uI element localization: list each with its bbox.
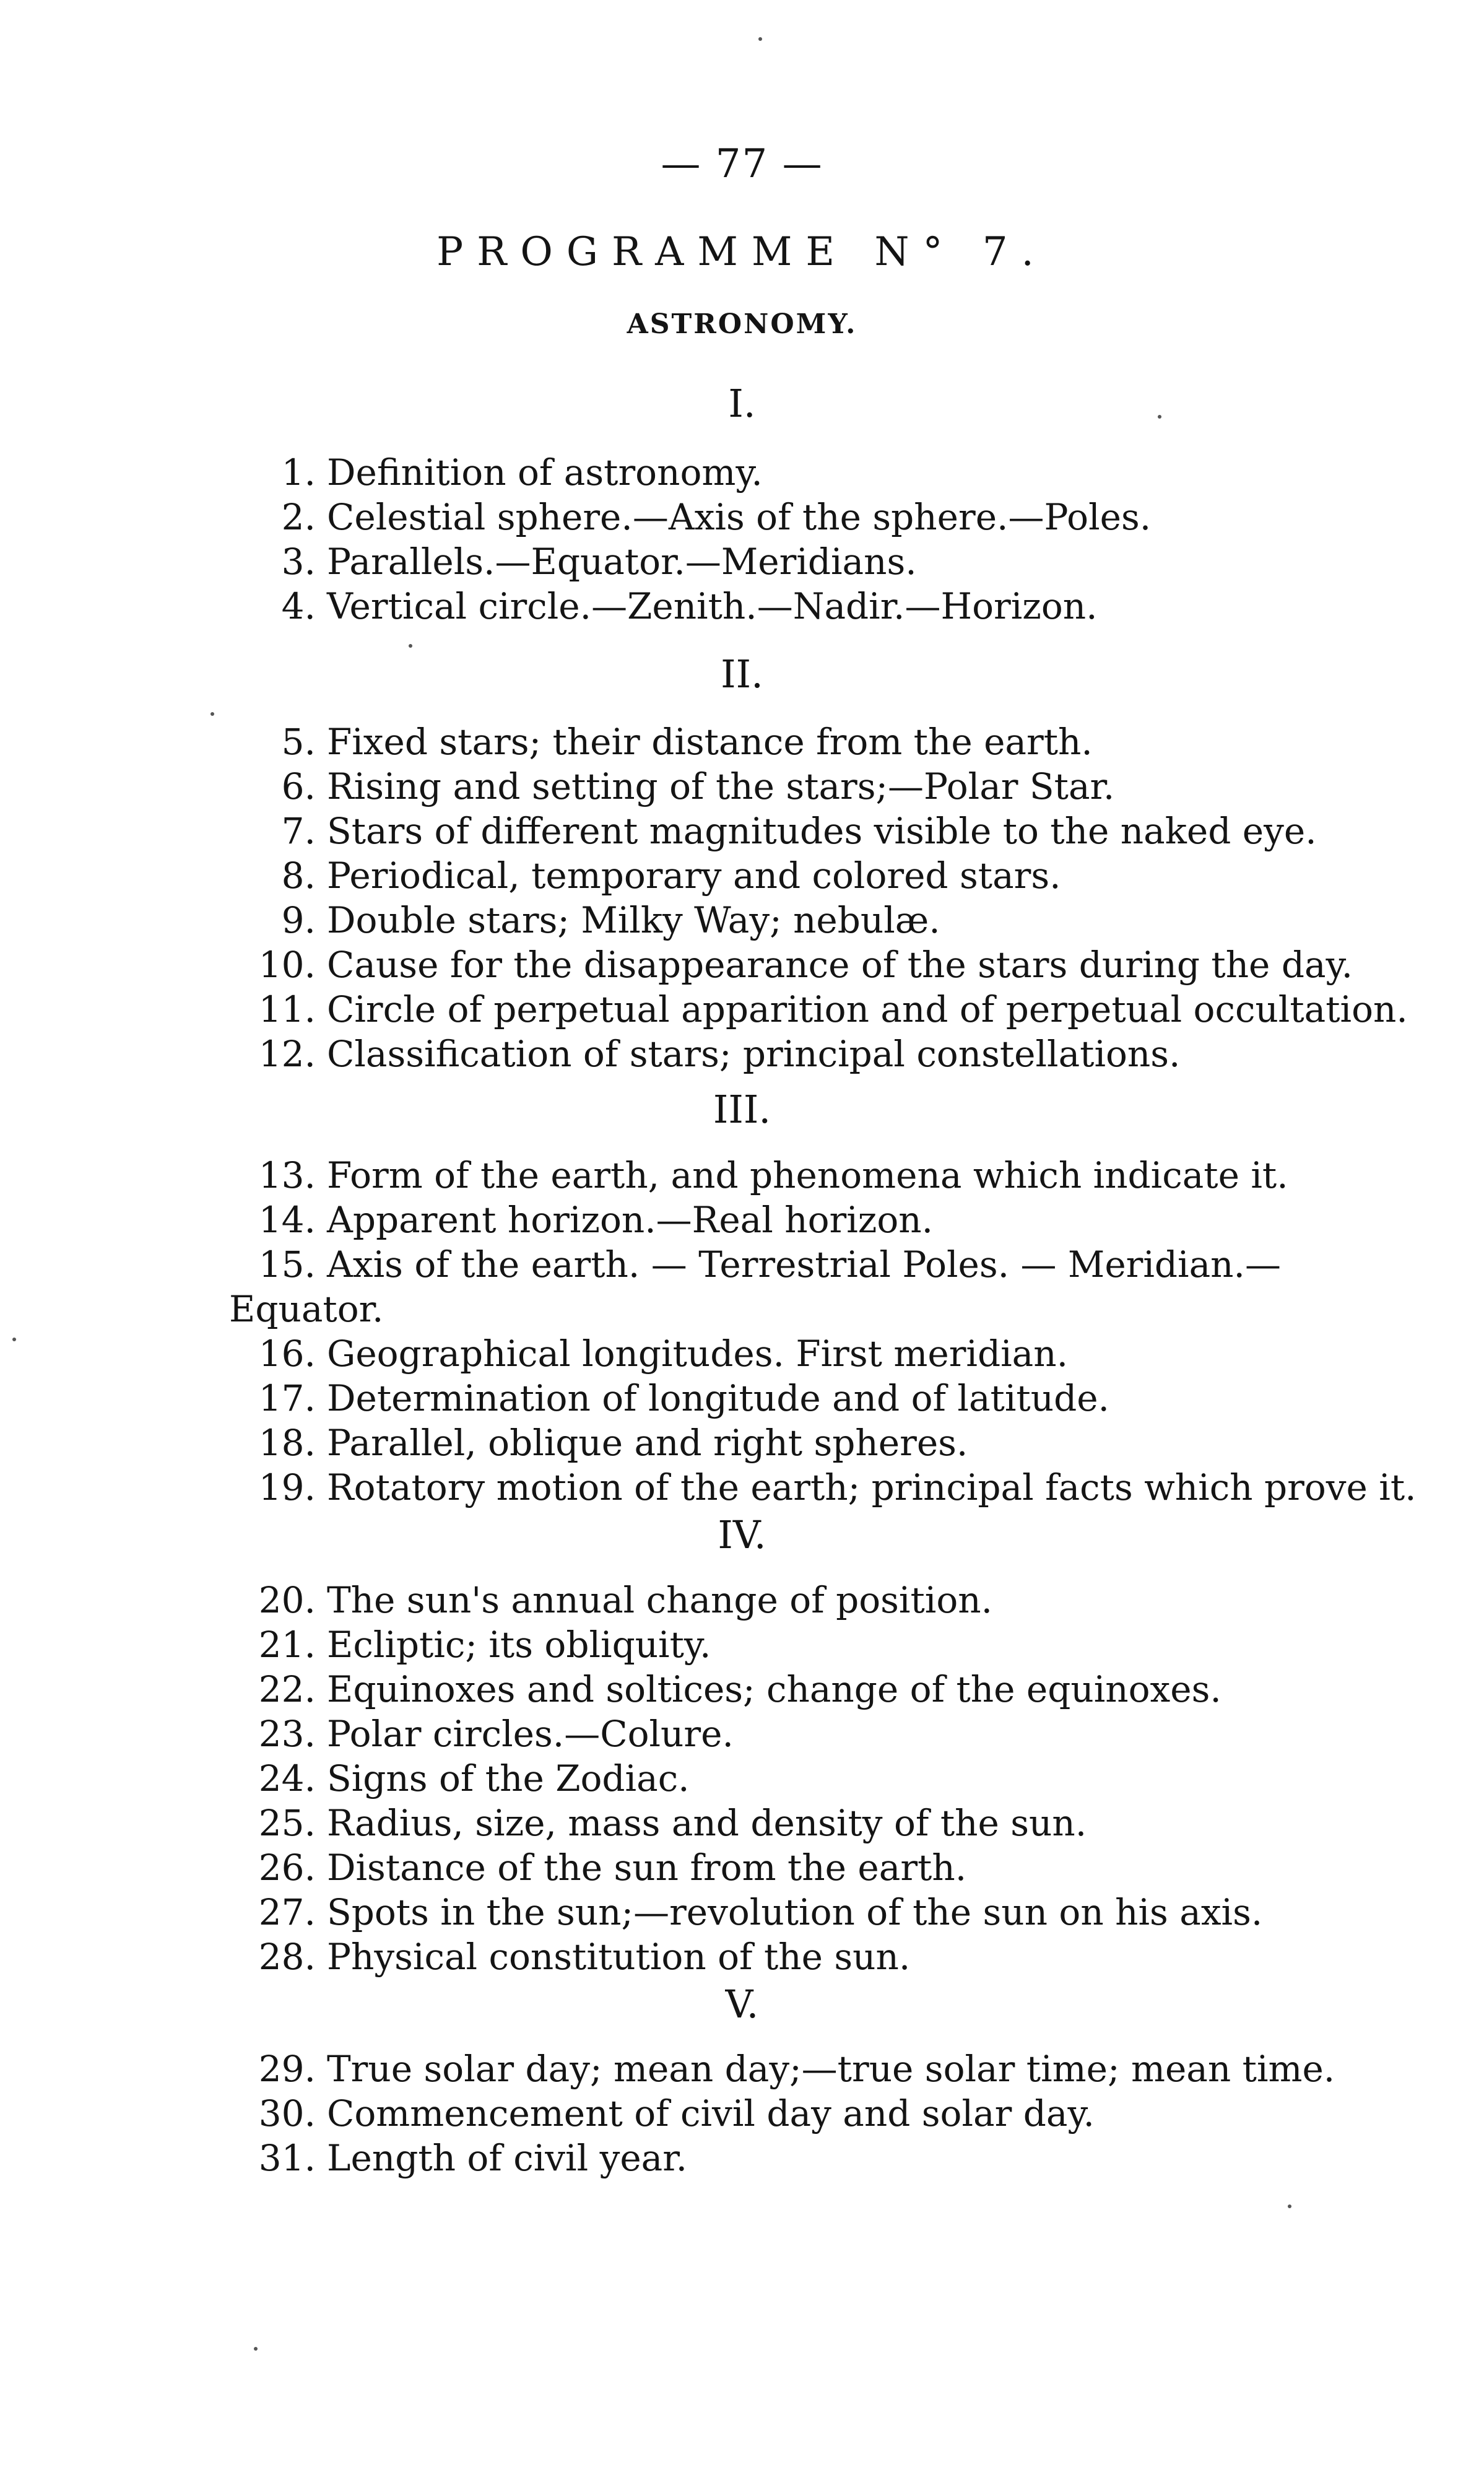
list-item <box>223 1376 1313 1421</box>
item-text: Distance of the sun from the earth. <box>327 1847 967 1889</box>
item-text: Double stars; Milky Way; nebulæ. <box>327 899 940 941</box>
item-text: Celestial sphere.—Axis of the sphere.—Poles. <box>327 496 1152 538</box>
list-item <box>223 495 1313 539</box>
section-heading-1: I. <box>728 381 756 426</box>
item-text: Length of civil year. <box>327 2137 688 2179</box>
scan-speck <box>409 644 412 648</box>
item-number: 23. <box>258 1713 316 1755</box>
item-number: 14. <box>258 1199 316 1241</box>
list-item <box>223 1935 1313 1979</box>
item-text: Fixed stars; their distance from the earth. <box>327 721 1093 763</box>
item-number: 4. <box>281 585 316 627</box>
scan-speck <box>254 2347 258 2351</box>
list-item <box>223 1578 1313 1622</box>
list-item <box>223 1845 1313 1890</box>
item-number: 11. <box>258 988 316 1030</box>
item-number: 28. <box>258 1936 316 1978</box>
item-text: Rotatory motion of the earth; principal facts which prove it. <box>327 1466 1417 1508</box>
section-heading-4: IV. <box>718 1512 766 1557</box>
list-item <box>223 2047 1335 2091</box>
item-number: 26. <box>258 1847 316 1889</box>
item-text: Ecliptic; its obliquity. <box>327 1624 711 1666</box>
page-title: PROGRAMME N° 7. <box>436 229 1048 275</box>
item-number: 6. <box>281 765 316 807</box>
page-subtitle: ASTRONOMY. <box>627 308 857 340</box>
item-number: 5. <box>281 721 316 763</box>
item-number: 3. <box>281 541 316 583</box>
list-item <box>223 1890 1313 1935</box>
section-heading-5: V. <box>725 1982 759 2027</box>
item-text: Circle of perpetual apparition and of perpetual occultation. <box>327 988 1408 1030</box>
list-item <box>223 1756 1313 1801</box>
item-text: Geographical longitudes. First meridian. <box>327 1333 1069 1375</box>
item-number: 24. <box>258 1757 316 1800</box>
list-item <box>223 1153 1313 1198</box>
list-item <box>223 853 1313 898</box>
page-number: — 77 — <box>661 141 823 187</box>
section-heading-3: III. <box>713 1087 771 1132</box>
list-item <box>223 1242 1313 1287</box>
item-number: 22. <box>258 1668 316 1710</box>
list-item <box>223 720 1313 764</box>
item-number: 25. <box>258 1802 316 1844</box>
item-number: 2. <box>281 496 316 538</box>
item-number: 20. <box>258 1579 316 1621</box>
scan-speck <box>758 37 762 41</box>
list-item <box>223 450 1313 495</box>
item-text: Parallel, oblique and right spheres. <box>327 1422 968 1464</box>
item-text: Definition of astronomy. <box>327 451 763 494</box>
list-item <box>223 1331 1313 1376</box>
item-text: Cause for the disappearance of the stars during the day. <box>327 944 1353 986</box>
list-item <box>223 2136 1313 2180</box>
item-text: Apparent horizon.—Real horizon. <box>327 1199 934 1241</box>
list-item <box>223 1712 1313 1756</box>
item-text: Classification of stars; principal constellations. <box>327 1033 1181 1075</box>
section-heading-2: II. <box>721 651 763 697</box>
item-continuation: Equator. <box>229 1288 384 1330</box>
list-item <box>223 1421 1313 1465</box>
list-item <box>223 942 1353 987</box>
item-text: Periodical, temporary and colored stars. <box>327 855 1061 897</box>
item-text: Polar circles.—Colure. <box>327 1713 734 1755</box>
item-text: Radius, size, mass and density of the sun. <box>327 1802 1087 1844</box>
item-number: 1. <box>281 451 316 494</box>
list-item <box>223 1032 1313 1076</box>
item-number: 12. <box>258 1033 316 1075</box>
list-item <box>223 584 1313 629</box>
item-number: 21. <box>258 1624 316 1666</box>
scan-speck <box>1288 2204 1291 2208</box>
item-text: Axis of the earth. — Terrestrial Poles. — Meridian.— <box>327 1243 1281 1286</box>
item-number: 30. <box>258 2092 316 2135</box>
list-item <box>223 987 1408 1032</box>
item-number: 15. <box>258 1243 316 1286</box>
item-number: 27. <box>258 1891 316 1933</box>
list-item <box>223 809 1317 853</box>
item-number: 16. <box>258 1333 316 1375</box>
item-number: 8. <box>281 855 316 897</box>
item-text: Form of the earth, and phenomena which indicate it. <box>327 1154 1288 1196</box>
item-text: Parallels.—Equator.—Meridians. <box>327 541 917 583</box>
list-item <box>223 1667 1313 1712</box>
list-item <box>223 898 1313 942</box>
item-text: Stars of different magnitudes visible to the naked eye. <box>327 810 1317 852</box>
item-text: Determination of longitude and of latitude. <box>327 1377 1109 1419</box>
item-text: Equinoxes and soltices; change of the equinoxes. <box>327 1668 1221 1710</box>
item-text: The sun's annual change of position. <box>327 1579 993 1621</box>
scan-speck <box>1158 415 1161 419</box>
item-text: Spots in the sun;—revolution of the sun on his axis. <box>327 1891 1263 1933</box>
item-number: 17. <box>258 1377 316 1419</box>
list-item <box>223 1622 1313 1667</box>
list-item <box>223 1198 1313 1242</box>
item-number: 19. <box>258 1466 316 1508</box>
scan-speck <box>210 712 214 716</box>
item-text: Signs of the Zodiac. <box>327 1757 690 1800</box>
item-text: True solar day; mean day;—true solar time; mean time. <box>327 2048 1335 2090</box>
list-item <box>223 539 1313 584</box>
item-text: Physical constitution of the sun. <box>327 1936 911 1978</box>
item-number: 31. <box>258 2137 316 2179</box>
list-item <box>223 1465 1417 1510</box>
list-item <box>223 2091 1313 2136</box>
list-item <box>223 1801 1313 1845</box>
item-number: 13. <box>258 1154 316 1196</box>
item-text: Vertical circle.—Zenith.—Nadir.—Horizon. <box>327 585 1098 627</box>
item-text: Rising and setting of the stars;—Polar Star. <box>327 765 1115 807</box>
item-text: Commencement of civil day and solar day. <box>327 2092 1095 2135</box>
item-number: 9. <box>281 899 316 941</box>
item-number: 7. <box>281 810 316 852</box>
item-number: 18. <box>258 1422 316 1464</box>
item-number: 29. <box>258 2048 316 2090</box>
item-number: 10. <box>258 944 316 986</box>
list-item <box>223 764 1313 809</box>
scan-speck <box>12 1338 16 1341</box>
